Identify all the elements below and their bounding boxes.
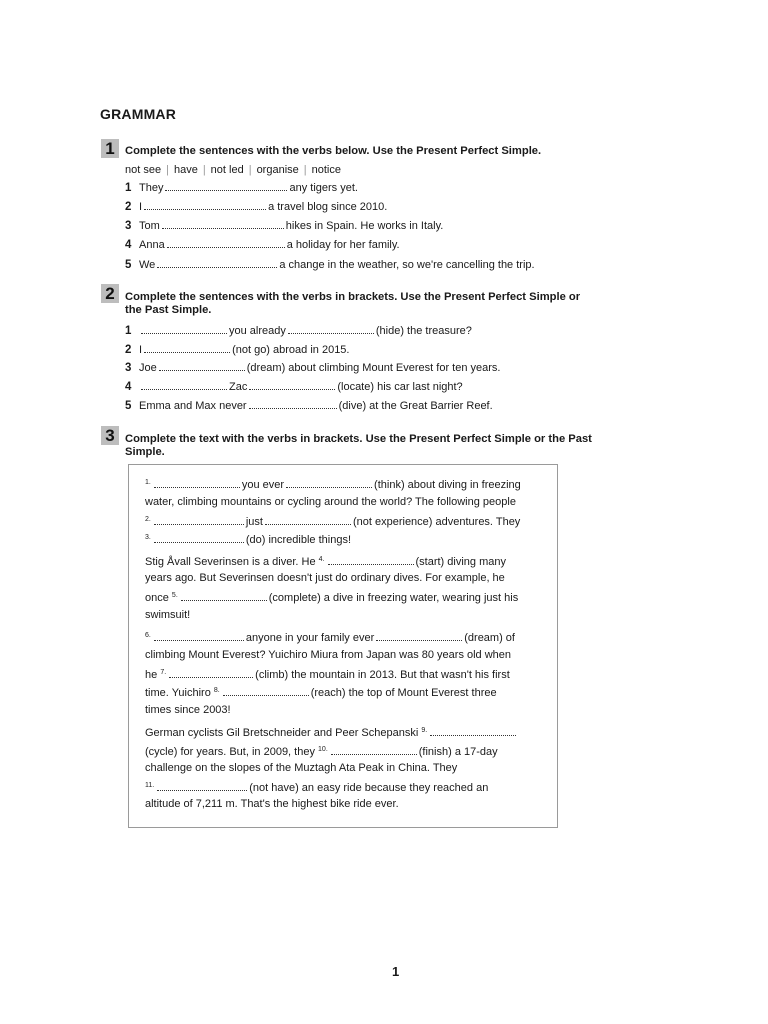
text-line — [145, 553, 506, 569]
text-fragment: (reach) the top of Mount Everest three — [310, 687, 497, 699]
text-line: swimsuit! — [145, 609, 191, 621]
text-line: times since 2003! — [145, 704, 231, 716]
answer-gap[interactable] — [165, 180, 287, 191]
text-fragment: (not have) an easy ride because they reached an — [249, 782, 489, 794]
item-text: Emma and Max never — [139, 400, 247, 412]
answer-gap[interactable] — [162, 218, 284, 229]
item-number: 5 — [125, 259, 132, 271]
section-title: GRAMMAR — [100, 106, 177, 122]
word-bank-item: have — [173, 164, 198, 176]
gap-number: 3. — [145, 534, 151, 541]
answer-gap[interactable] — [141, 323, 227, 334]
answer-gap[interactable] — [331, 744, 417, 755]
item-text: I — [139, 201, 143, 213]
item-number: 3 — [125, 220, 132, 232]
gap-number: 6. — [145, 632, 151, 639]
answer-gap[interactable] — [376, 630, 462, 641]
exercise-instruction: Complete the sentences with the verbs below. Use the Present Perfect Simple. — [125, 145, 542, 157]
page-number: 1 — [392, 964, 400, 979]
text-fragment: time. Yuichiro — [145, 687, 211, 699]
text-fragment: (start) diving many — [415, 556, 506, 568]
item-text: any tigers yet. — [289, 182, 358, 194]
exercise-item — [125, 237, 400, 252]
exercise-item — [125, 323, 472, 338]
exercise-item — [125, 218, 443, 233]
word-bank-item: not see — [125, 164, 162, 176]
exercise-item — [125, 199, 387, 214]
text-fragment: just — [245, 516, 263, 528]
answer-gap[interactable] — [141, 379, 227, 390]
exercise-item — [125, 180, 358, 195]
item-text: hikes in Spain. He works in Italy. — [285, 220, 444, 232]
gap-number: 9. — [421, 727, 428, 734]
answer-gap[interactable] — [154, 532, 244, 543]
answer-gap[interactable] — [157, 780, 247, 791]
text-line — [145, 513, 520, 529]
word-bank-item: organise — [256, 164, 299, 176]
text-fragment: Stig Åvall Severinsen is a diver. He — [145, 556, 316, 568]
text-line: years ago. But Severinsen doesn't just do ordinary dives. For example, he — [145, 572, 505, 584]
item-number: 1 — [125, 182, 132, 194]
text-line — [145, 779, 488, 795]
exercise-number: 1 — [101, 139, 119, 158]
answer-gap[interactable] — [286, 477, 372, 488]
answer-gap[interactable] — [249, 398, 337, 409]
item-text: Joe — [139, 362, 157, 374]
text-line — [145, 724, 518, 740]
item-text: Tom — [139, 220, 160, 232]
exercise-number: 3 — [101, 426, 119, 445]
text-fragment: (complete) a dive in freezing water, wearing just his — [268, 592, 519, 604]
item-text: We — [139, 259, 156, 271]
gap-number: 7. — [160, 669, 167, 676]
item-text: a holiday for her family. — [286, 239, 400, 251]
answer-gap[interactable] — [144, 342, 230, 353]
item-text: Zac — [229, 381, 248, 393]
exercise-instruction: Complete the sentences with the verbs in brackets. Use the Present Perfect Simple or the Past Simple. — [125, 291, 581, 316]
text-line — [145, 666, 510, 682]
answer-gap[interactable] — [328, 554, 414, 565]
text-fragment: you ever — [241, 479, 285, 491]
word-bank-item: not led — [210, 164, 244, 176]
text-line: challenge on the slopes of the Muztagh Ata Peak in China. They — [145, 762, 458, 774]
text-fragment: (climb) the mountain in 2013. But that wasn't his first — [255, 669, 510, 681]
answer-gap[interactable] — [430, 725, 516, 736]
exercise-item — [125, 257, 535, 272]
text-line — [145, 629, 515, 645]
answer-gap[interactable] — [223, 685, 309, 696]
item-text: a travel blog since 2010. — [268, 201, 388, 213]
answer-gap[interactable] — [167, 237, 285, 248]
item-text: I — [139, 344, 143, 356]
item-number: 4 — [125, 239, 132, 251]
answer-gap[interactable] — [288, 323, 374, 334]
gap-number: 4. — [318, 556, 325, 563]
text-line: climbing Mount Everest? Yuichiro Miura from Japan was 80 years old when — [145, 649, 512, 661]
exercise-item — [125, 398, 493, 413]
text-fragment: German cyclists Gil Bretschneider and Peer Schepanski — [145, 727, 419, 739]
word-bank-item: notice — [311, 164, 341, 176]
item-text: (hide) the treasure? — [375, 325, 472, 337]
item-number: 2 — [125, 344, 132, 356]
item-number: 2 — [125, 201, 132, 213]
item-text: you already — [229, 325, 286, 337]
exercise-instruction: Complete the text with the verbs in brackets. Use the Present Perfect Simple or the Past Simple. — [125, 433, 592, 458]
text-line — [145, 531, 351, 547]
gap-number: 8. — [213, 687, 220, 694]
exercise-item — [125, 360, 500, 375]
item-text: They — [139, 182, 164, 194]
answer-gap[interactable] — [157, 257, 277, 268]
item-text: a change in the weather, so we're cancelling the trip. — [279, 259, 535, 271]
answer-gap[interactable] — [249, 379, 335, 390]
item-text: (dive) at the Great Barrier Reef. — [338, 400, 493, 412]
text-line: altitude of 7,211 m. That's the highest bike ride ever. — [145, 798, 399, 810]
item-text: (dream) about climbing Mount Everest for ten years. — [246, 362, 501, 374]
text-fragment: (cycle) for years. But, in 2009, they — [145, 746, 315, 758]
gap-number: 1. — [145, 479, 151, 486]
text-fragment: (think) about diving in freezing — [374, 479, 521, 491]
item-number: 3 — [125, 362, 132, 374]
word-bank: not see | have | not led | organise | notice — [125, 164, 341, 176]
item-text: (locate) his car last night? — [337, 381, 463, 393]
exercise-item — [125, 379, 463, 394]
text-line — [145, 684, 497, 700]
answer-gap[interactable] — [181, 590, 267, 601]
answer-gap[interactable] — [144, 199, 266, 210]
answer-gap[interactable] — [265, 514, 351, 525]
item-number: 4 — [125, 381, 132, 393]
item-number: 1 — [125, 325, 132, 337]
text-fragment: once — [145, 592, 169, 604]
gap-number: 2. — [145, 516, 151, 523]
answer-gap[interactable] — [154, 630, 244, 641]
text-fragment: anyone in your family ever — [245, 632, 375, 644]
text-line — [145, 743, 498, 759]
item-number: 5 — [125, 400, 132, 412]
text-fragment: he — [145, 669, 158, 681]
text-line: water, climbing mountains or cycling around the world? The following people — [145, 496, 516, 508]
text-fragment: (finish) a 17-day — [418, 746, 498, 758]
answer-gap[interactable] — [159, 360, 245, 371]
text-line — [145, 476, 521, 492]
answer-gap[interactable] — [154, 514, 244, 525]
answer-gap[interactable] — [169, 667, 253, 678]
exercise-number: 2 — [101, 284, 119, 303]
item-text: Anna — [139, 239, 165, 251]
gap-number: 11. — [145, 782, 155, 789]
text-fragment: (dream) of — [464, 632, 515, 644]
text-fragment: (do) incredible things! — [245, 534, 352, 546]
gap-number: 5. — [171, 592, 178, 599]
answer-gap[interactable] — [154, 477, 240, 488]
gap-number: 10. — [318, 746, 328, 753]
text-line — [145, 589, 518, 605]
item-text: (not go) abroad in 2015. — [232, 344, 350, 356]
text-fragment: (not experience) adventures. They — [352, 516, 521, 528]
exercise-item — [125, 342, 349, 357]
